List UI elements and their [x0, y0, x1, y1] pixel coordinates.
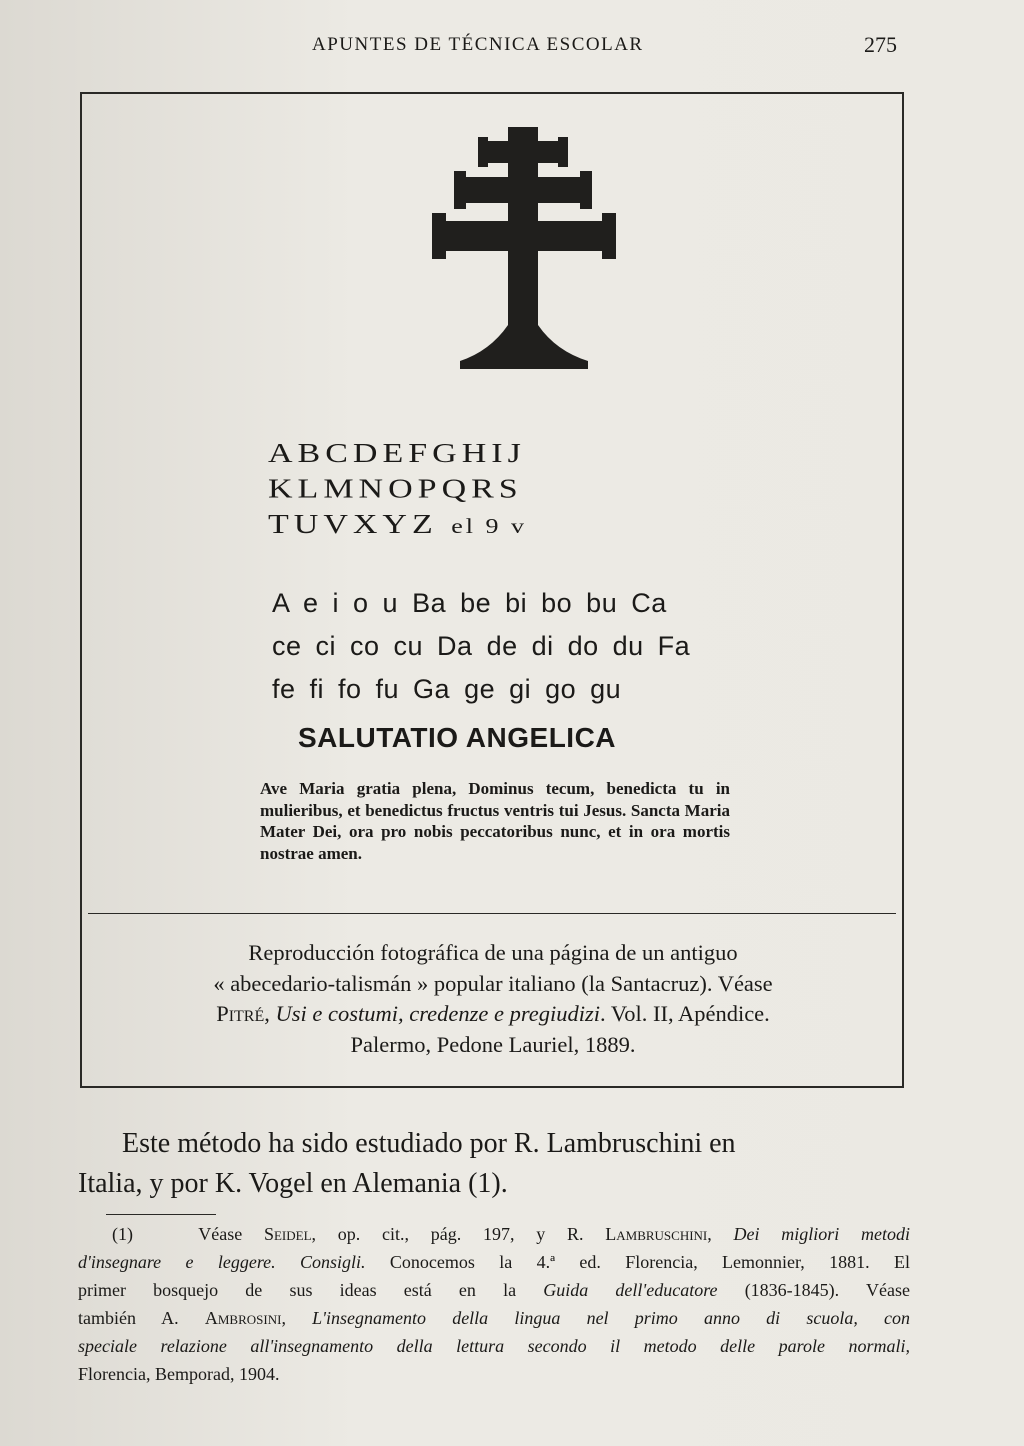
syllable-table: [272, 582, 742, 711]
footnote-text: , op. cit., pág. 197, y R.: [311, 1224, 606, 1244]
footnote-text: primer bosquejo de sus ideas está en la: [78, 1280, 544, 1300]
prayer-text: Ave Maria gratia plena, Dominus tecum, benedicta tu in mulieribus, et benedictus fructus ventris tui Jesus. Sancta Maria Mater Dei, ora pro nobis peccatoribus nunc, et in ora mortis nostrae amen.: [260, 779, 730, 863]
figure-caption: [115, 938, 871, 1060]
footnote-line: Florencia, Bemporad, 1904.: [78, 1364, 280, 1384]
alphabet-line: ABCDEFGHIJ: [268, 438, 526, 469]
alphabet-line: KLMNOPQRS: [268, 473, 523, 505]
footnote-title: Guida dell'educatore: [543, 1280, 718, 1300]
caption-divider: [88, 913, 896, 914]
footnote-line: [78, 1248, 910, 1276]
footnote-title: L'insegnamento della lingua nel primo anno di scuola, con: [312, 1308, 910, 1328]
caption-line: Palermo, Pedone Lauriel, 1889.: [350, 1031, 636, 1057]
alphabet-capitals: [268, 436, 728, 543]
footnote-author: Lambruschini: [605, 1224, 708, 1244]
footnote-line: [78, 1220, 910, 1248]
body-line: Italia, y por K. Vogel en Alemania (1).: [78, 1168, 508, 1199]
alphabet-line: [268, 507, 728, 544]
syllable-line: A e i o u Ba be bi bo bu Ca: [272, 588, 667, 618]
footnote-author: Seidel: [263, 1224, 312, 1244]
footnote-title: speciale relazione all'insegnamento della lettura secondo il metodo delle parole normali,: [78, 1336, 910, 1356]
caption-separator: ,: [264, 1001, 276, 1026]
footnote-text: ,: [707, 1224, 734, 1244]
caption-book-title: Usi e costumi, credenze e pregiudizi: [275, 1001, 601, 1026]
footnote-line: [78, 1304, 910, 1332]
prayer-heading: SALUTATIO ANGELICA: [298, 722, 617, 753]
running-title: APUNTES DE TÉCNICA ESCOLAR: [312, 34, 644, 55]
double-cross-icon: [430, 125, 618, 370]
footnote-title: Dei migliori metodi: [733, 1224, 910, 1244]
caption-volume: . Vol. II, Apéndice.: [600, 1001, 770, 1026]
alphabet-tail: el 9 v: [451, 513, 528, 538]
caption-line: « abecedario-talismán » popular italiano (la Santacruz). Véase: [213, 970, 773, 996]
footnote-text: ,: [281, 1308, 313, 1328]
syllable-line: fe fi fo fu Ga ge gi go gu: [272, 674, 622, 704]
caption-line: Reproducción fotográfica de una página de un antiguo: [248, 940, 738, 965]
footnote-author: Ambrosini: [204, 1308, 282, 1328]
page-number: 275: [864, 32, 897, 57]
footnote-line: [78, 1276, 910, 1304]
alphabet-caps: TUVXYZ: [268, 508, 438, 540]
caption-author: Pitré: [216, 1001, 265, 1026]
footnote-text: también A.: [78, 1308, 205, 1328]
footnote-title: d'insegnare e leggere. Consigli.: [78, 1252, 366, 1272]
footnote-text: Conocemos la 4.ª ed. Florencia, Lemonnier, 1881. El: [365, 1252, 911, 1272]
footnote-line: [78, 1332, 910, 1360]
body-paragraph: [78, 1124, 910, 1204]
body-line: Este método ha sido estudiado por R. Lambruschini en: [122, 1128, 736, 1159]
footnote-marker: (1): [112, 1224, 133, 1244]
caption-line: [115, 999, 871, 1030]
footnote: [78, 1220, 910, 1388]
footnote-text: (1836-1845). Véase: [717, 1280, 910, 1300]
syllable-line: ce ci co cu Da de di do du Fa: [272, 631, 691, 661]
footnote-text: Véase: [198, 1224, 264, 1244]
running-head: [0, 30, 1024, 62]
footnote-divider: [106, 1214, 216, 1215]
